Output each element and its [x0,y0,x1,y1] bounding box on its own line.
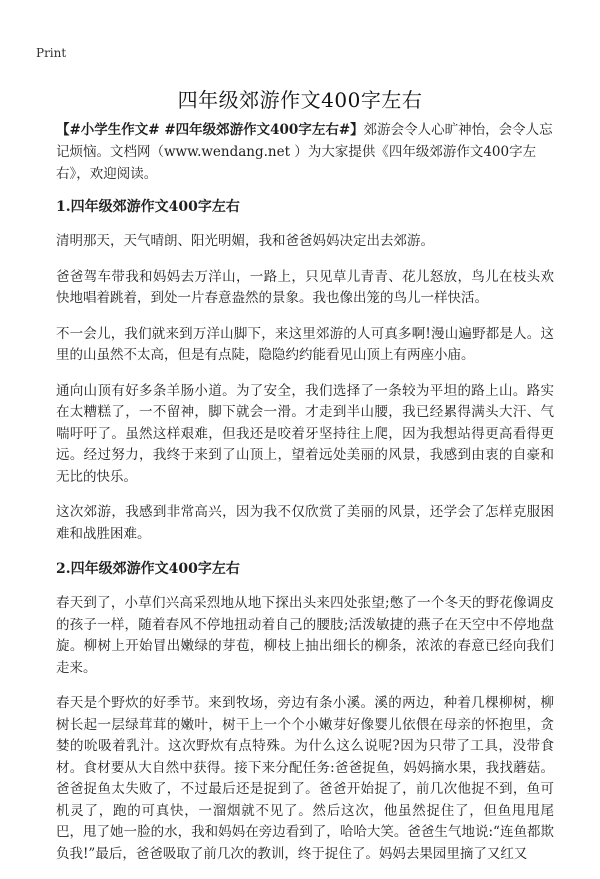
paragraph: 通向山顶有好多条羊肠小道。为了安全，我们选择了一条较为平坦的路上山。路实在太糟糕了，一不留神，脚下就会一滑。才走到半山腰，我已经累得满头大汗、气喘吁吁了。虽然这样艰难，但我还是咬着牙坚持往上爬，因为我想站得更高看得更远。经过努力，我终于来到了山顶上，望着远处美丽的风景，我感到由衷的自豪和无比的快乐。 [56,382,554,485]
article-body [56,119,554,879]
section-heading-1: 1.四年级郊游作文400字左右 [56,199,240,215]
intro-paragraph [56,119,554,185]
paragraph: 春天是个野炊的好季节。来到牧场，旁边有条小溪。溪的两边，种着几棵柳树，柳树长起一层绿茸茸的嫩叶，树干上一个个小嫩芽好像婴儿依偎在母亲的怀抱里，贪婪的吮吸着乳汁。这次野炊有点特殊。为什么这么说呢?因为只带了工具，没带食材。食材要从大自然中获得。接下来分配任务:爸爸捉鱼，妈妈摘水果，我找蘑菇。爸爸捉鱼太失败了，不过最后还是捉到了。爸爸开始捉了，前几次他捉不到，鱼可机灵了，跑的可真快，一溜烟就不见了。然后这次，他虽然捉住了，但鱼甩甩尾巴，甩了她一脸的水，我和妈妈在旁边看到了，哈哈大笑。爸爸生气地说:“连鱼都欺负我!”最后，爸爸吸取了前几次的教训，终于捉住了。妈妈去果园里摘了又红又 [56,695,554,862]
section-heading-2: 2.四年级郊游作文400字左右 [56,561,240,577]
intro-text: 郊游会令人心旷神怡，会令人忘记烦恼。文档网（www.wendang.net ）为大家提供《四年级郊游作文400字左右》，欢迎阅读。 [56,122,553,182]
intro-tag: 【#小学生作文# #四年级郊游作文400字左右#】 [56,122,364,138]
print-label: Print [36,46,67,60]
page-title: 四年级郊游作文400字左右 [177,88,423,112]
paragraph: 不一会儿，我们就来到万洋山脚下，来这里郊游的人可真多啊!漫山遍野都是人。这里的山虽然不太高，但是有点陡，隐隐约约能看见山顶上有两座小庙。 [56,325,554,363]
paragraph: 春天到了，小草们兴高采烈地从地下探出头来四处张望;憋了一个冬天的野花像调皮的孩子一样，随着春风不停地扭动着自己的腰肢;活泼敏捷的燕子在天空中不停地盘旋。柳树上开始冒出嫩绿的芽苞，柳枝上抽出细长的柳条，浓浓的春意已经向我们走来。 [56,595,554,676]
paragraph: 清明那天，天气晴朗、阳光明媚，我和爸爸妈妈决定出去郊游。 [56,233,434,249]
paragraph: 爸爸驾车带我和妈妈去万洋山，一路上，只见草儿青青、花儿怒放，鸟儿在枝头欢快地唱着跳着，到处一片春意盎然的景象。我也像出笼的鸟儿一样快活。 [56,268,554,306]
paragraph: 这次郊游，我感到非常高兴，因为我不仅欣赏了美丽的风景，还学会了怎样克服困难和战胜困难。 [56,504,554,542]
